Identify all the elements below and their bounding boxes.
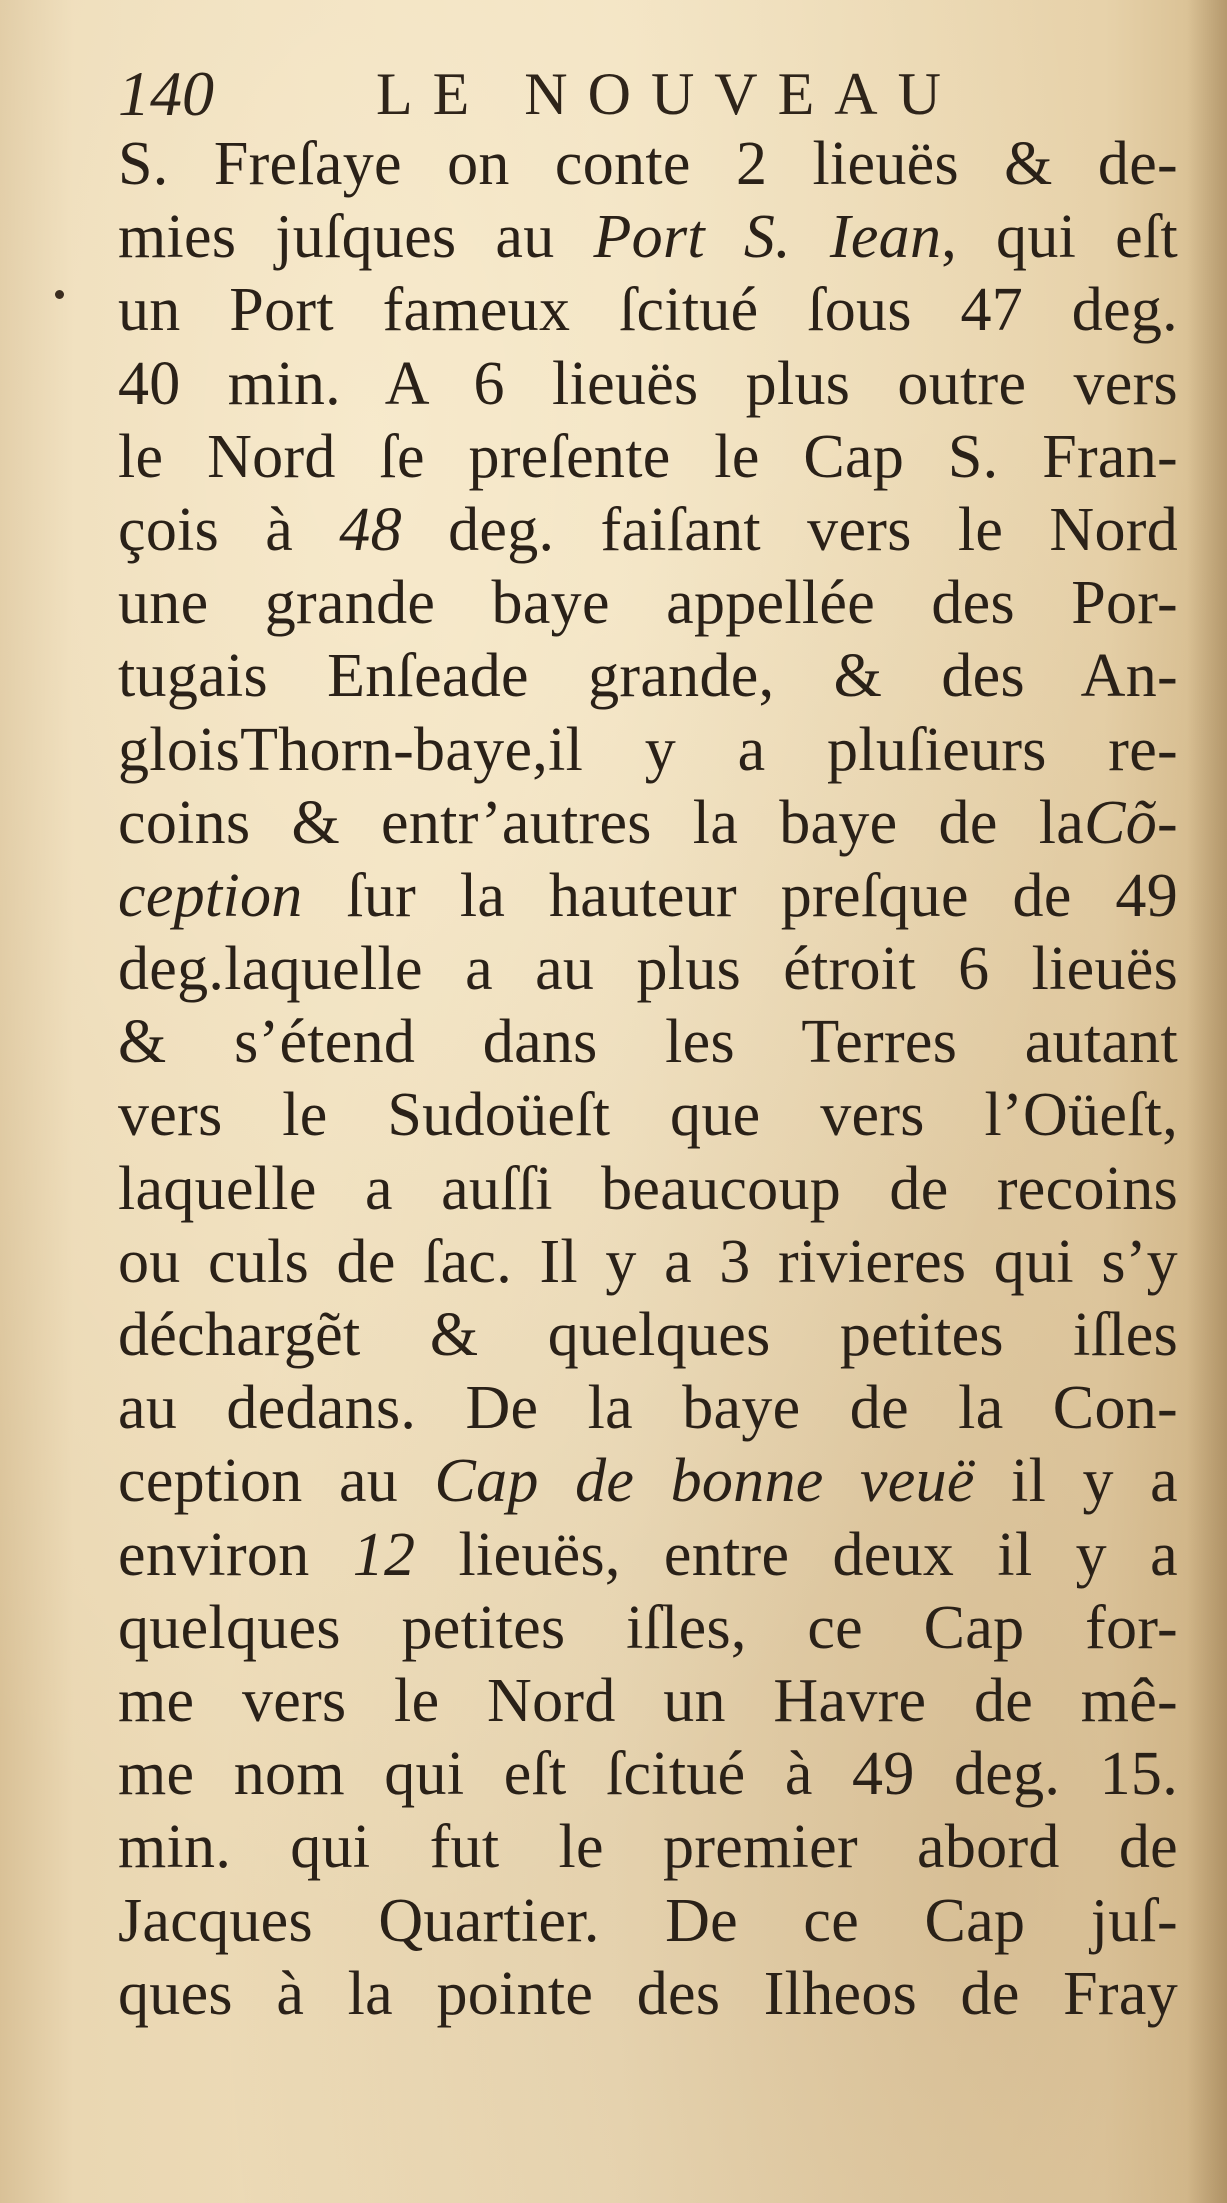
- text-line: [118, 1153, 1178, 1226]
- text-line: [118, 1226, 1178, 1299]
- text-run: une grande baye appellée des Por-: [118, 569, 1178, 638]
- text-run: tugais Enſeade grande, & des An-: [118, 642, 1178, 711]
- text-run: deg.laquelle a au plus étroit 6 lieuës: [118, 935, 1178, 1004]
- text-line: [118, 1006, 1178, 1079]
- text-line: [118, 1665, 1178, 1738]
- text-line: [118, 494, 1178, 567]
- text-line: [118, 1592, 1178, 1665]
- text-line: [118, 714, 1178, 787]
- text-line: [118, 1372, 1178, 1445]
- text-line: [118, 1958, 1178, 2031]
- text-run: vers le Sudoüeſt que vers l’Oüeſt,: [118, 1081, 1178, 1150]
- text-run: , qui eſt: [941, 203, 1179, 272]
- text-run: quelques petites iſles, ce Cap for-: [118, 1593, 1178, 1662]
- text-run: environ: [118, 1520, 353, 1589]
- text-run: mies juſques au: [118, 203, 594, 272]
- text-run: coins & entr’autres la baye de la: [118, 788, 1085, 857]
- text-run: lieuës, entre deux il y a: [415, 1520, 1178, 1589]
- page-edge-shadow: [1187, 0, 1227, 2203]
- text-line: [118, 1885, 1178, 1958]
- text-run: çois à: [118, 495, 340, 564]
- text-run: deg. faiſant vers le Nord: [401, 495, 1178, 564]
- text-line: [118, 274, 1178, 347]
- body-text: [118, 128, 1178, 2031]
- text-line: [118, 1811, 1178, 1884]
- text-run: me nom qui eſt ſcitué à 49 deg. 15.: [118, 1740, 1178, 1809]
- text-line: [118, 1445, 1178, 1518]
- text-line: [118, 933, 1178, 1006]
- text-run: un Port fameux ſcitué ſous 47 deg.: [118, 276, 1178, 345]
- text-run: déchargẽt & quelques petites iſles: [118, 1301, 1178, 1369]
- text-run: 40 min. A 6 lieuës plus outre vers: [118, 349, 1178, 418]
- italic-run: ception: [118, 861, 303, 930]
- text-run: min. qui fut le premier abord de: [118, 1813, 1178, 1882]
- text-line: [118, 1738, 1178, 1811]
- text-line: [118, 1079, 1178, 1152]
- text-run: S. Freſaye on conte 2 lieuës & de-: [118, 130, 1178, 198]
- text-run: il y a: [974, 1447, 1178, 1516]
- text-run: Jacques Quartier. De ce Cap juſ-: [118, 1886, 1178, 1955]
- text-line: [118, 348, 1178, 421]
- text-run: ſur la hauteur preſque de 49: [302, 861, 1178, 930]
- page-header: [118, 55, 1118, 135]
- text-line: [118, 1299, 1178, 1372]
- text-line: [118, 860, 1178, 933]
- text-run: ques à la pointe des Ilheos de Fray: [118, 1959, 1178, 2028]
- text-run: ou culs de ſac. Il y a 3 rivieres qui s’y: [118, 1227, 1178, 1296]
- text-line: [118, 1519, 1178, 1592]
- text-run: le Nord ſe preſente le Cap S. Fran-: [118, 422, 1178, 491]
- text-run: & s’étend dans les Terres autant: [118, 1008, 1178, 1077]
- text-line: [118, 201, 1178, 274]
- margin-mark: [55, 290, 64, 299]
- text-line: [118, 787, 1178, 860]
- text-run: gloisThorn-baye,il y a pluſieurs re-: [118, 715, 1178, 784]
- text-line: [118, 128, 1178, 201]
- text-run: laquelle a auſſi beaucoup de recoins: [118, 1154, 1178, 1223]
- text-run: ception au: [118, 1447, 435, 1516]
- text-run: au dedans. De la baye de la Con-: [118, 1374, 1178, 1443]
- running-head: LE NOUVEAU: [376, 61, 961, 127]
- italic-run: Cõ-: [1084, 788, 1178, 857]
- italic-run: 12: [352, 1520, 416, 1589]
- italic-run: Cap de bonne veuë: [434, 1447, 975, 1516]
- text-run: me vers le Nord un Havre de mê-: [118, 1666, 1178, 1735]
- italic-run: 48: [339, 495, 402, 564]
- text-line: [118, 421, 1178, 494]
- text-line: [118, 567, 1178, 640]
- page-number: 140: [118, 58, 214, 129]
- italic-run: Port S. Iean: [593, 203, 942, 272]
- text-line: [118, 640, 1178, 713]
